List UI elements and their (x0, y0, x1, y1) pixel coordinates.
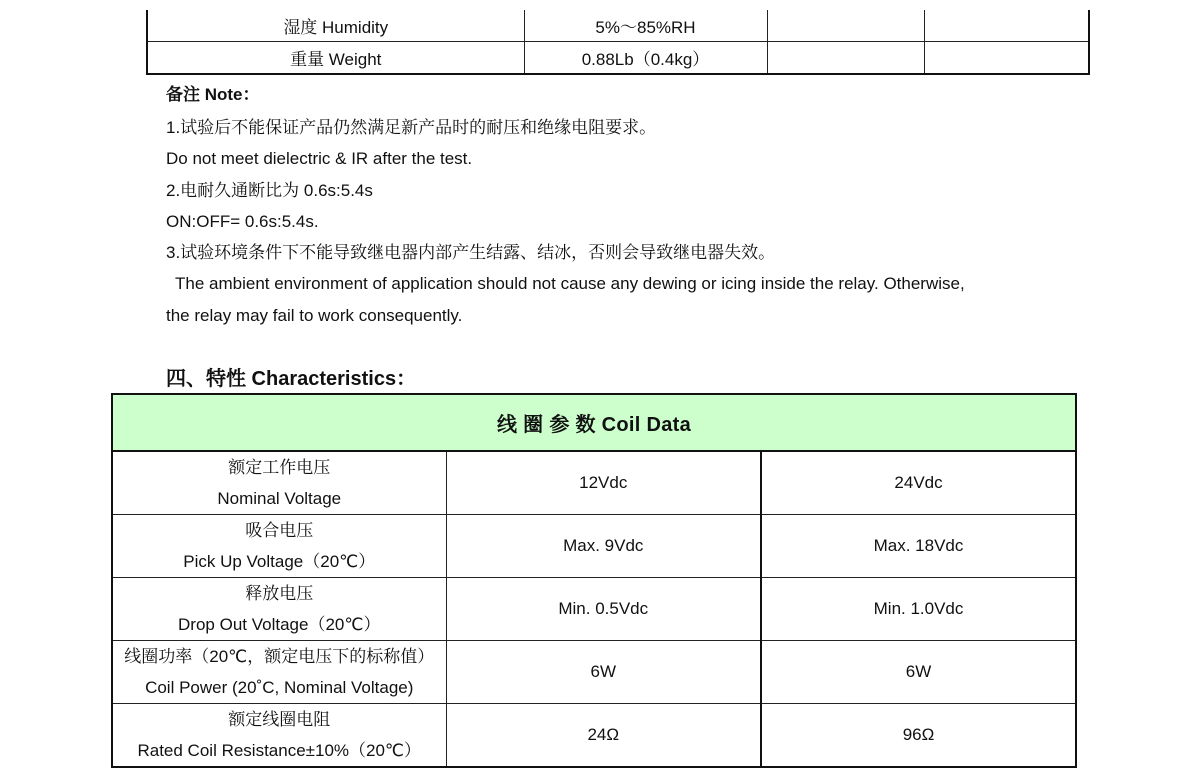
param-cell (112, 515, 446, 578)
table-row (112, 578, 1076, 641)
param-name-en: Pick Up Voltage（20℃） (183, 552, 376, 571)
notes-section (166, 82, 1066, 331)
section-title: 四、特性 Characteristics： (166, 368, 417, 390)
param-name-en: Nominal Voltage (217, 489, 342, 508)
table-row (147, 42, 1089, 75)
note-line-1-cn: 1.试验后不能保证产品仍然满足新产品时的耐压和绝缘电阻要求。 (166, 118, 657, 137)
spec-empty-cell (767, 10, 924, 42)
param-cell (112, 451, 446, 515)
param-name-cn: 吸合电压 (245, 521, 314, 540)
param-cell (112, 641, 446, 704)
note-line-1-en: Do not meet dielectric & IR after the test. (166, 149, 473, 169)
value-12v: 24Ω (446, 704, 761, 768)
note-line-3-en: The ambient environment of application should not cause any dewing or icing inside the relay. Otherwise, (175, 274, 965, 294)
spec-value-humidity: 5%～85%RH (524, 10, 767, 42)
note-line-3-en-cont: the relay may fail to work consequently. (166, 305, 463, 325)
value-24v: Min. 1.0Vdc (761, 578, 1076, 641)
spec-empty-cell (924, 42, 1089, 75)
param-name-en: Coil Power (20˚C, Nominal Voltage) (145, 678, 414, 697)
note-line-2-en: ON:OFF= 0.6s:5.4s. (166, 211, 319, 231)
value-24v: 24Vdc (761, 451, 1076, 515)
table-row (112, 451, 1076, 515)
param-cell (112, 704, 446, 768)
coil-table-title: 线 圈 参 数 Coil Data (112, 394, 1076, 451)
value-12v: 6W (446, 641, 761, 704)
param-name-en: Drop Out Voltage（20℃） (178, 615, 381, 634)
param-name-en: Rated Coil Resistance±10%（20℃） (137, 741, 422, 760)
table-row (112, 704, 1076, 768)
param-name-cn: 额定线圈电阻 (228, 710, 331, 729)
spec-empty-cell (924, 10, 1089, 42)
param-name-cn: 线圈功率（20℃，额定电压下的标称值） (124, 647, 435, 666)
table-row (147, 10, 1089, 42)
note-line-3-cn: 3.试验环境条件下不能导致继电器内部产生结露、结冰，否则会导致继电器失效。 (166, 243, 776, 263)
note-line-2-cn: 2.电耐久通断比为 0.6s:5.4s (166, 180, 373, 200)
value-12v: Max. 9Vdc (446, 515, 761, 578)
value-12v: Min. 0.5Vdc (446, 578, 761, 641)
spec-label-weight: 重量 Weight (147, 42, 524, 75)
param-name-cn: 释放电压 (245, 584, 314, 603)
param-name-cn: 额定工作电压 (228, 458, 331, 477)
spec-label-humidity: 湿度 Humidity (147, 10, 524, 42)
coil-data-table (111, 393, 1077, 768)
value-24v: 6W (761, 641, 1076, 704)
notes-heading: 备注 Note： (166, 85, 260, 104)
table-row (112, 641, 1076, 704)
table-row (112, 515, 1076, 578)
value-12v: 12Vdc (446, 451, 761, 515)
param-cell (112, 578, 446, 641)
spec-empty-cell (767, 42, 924, 75)
value-24v: Max. 18Vdc (761, 515, 1076, 578)
spec-value-weight: 0.88Lb（0.4kg） (524, 42, 767, 75)
value-24v: 96Ω (761, 704, 1076, 768)
spec-table-continued (146, 10, 1090, 75)
